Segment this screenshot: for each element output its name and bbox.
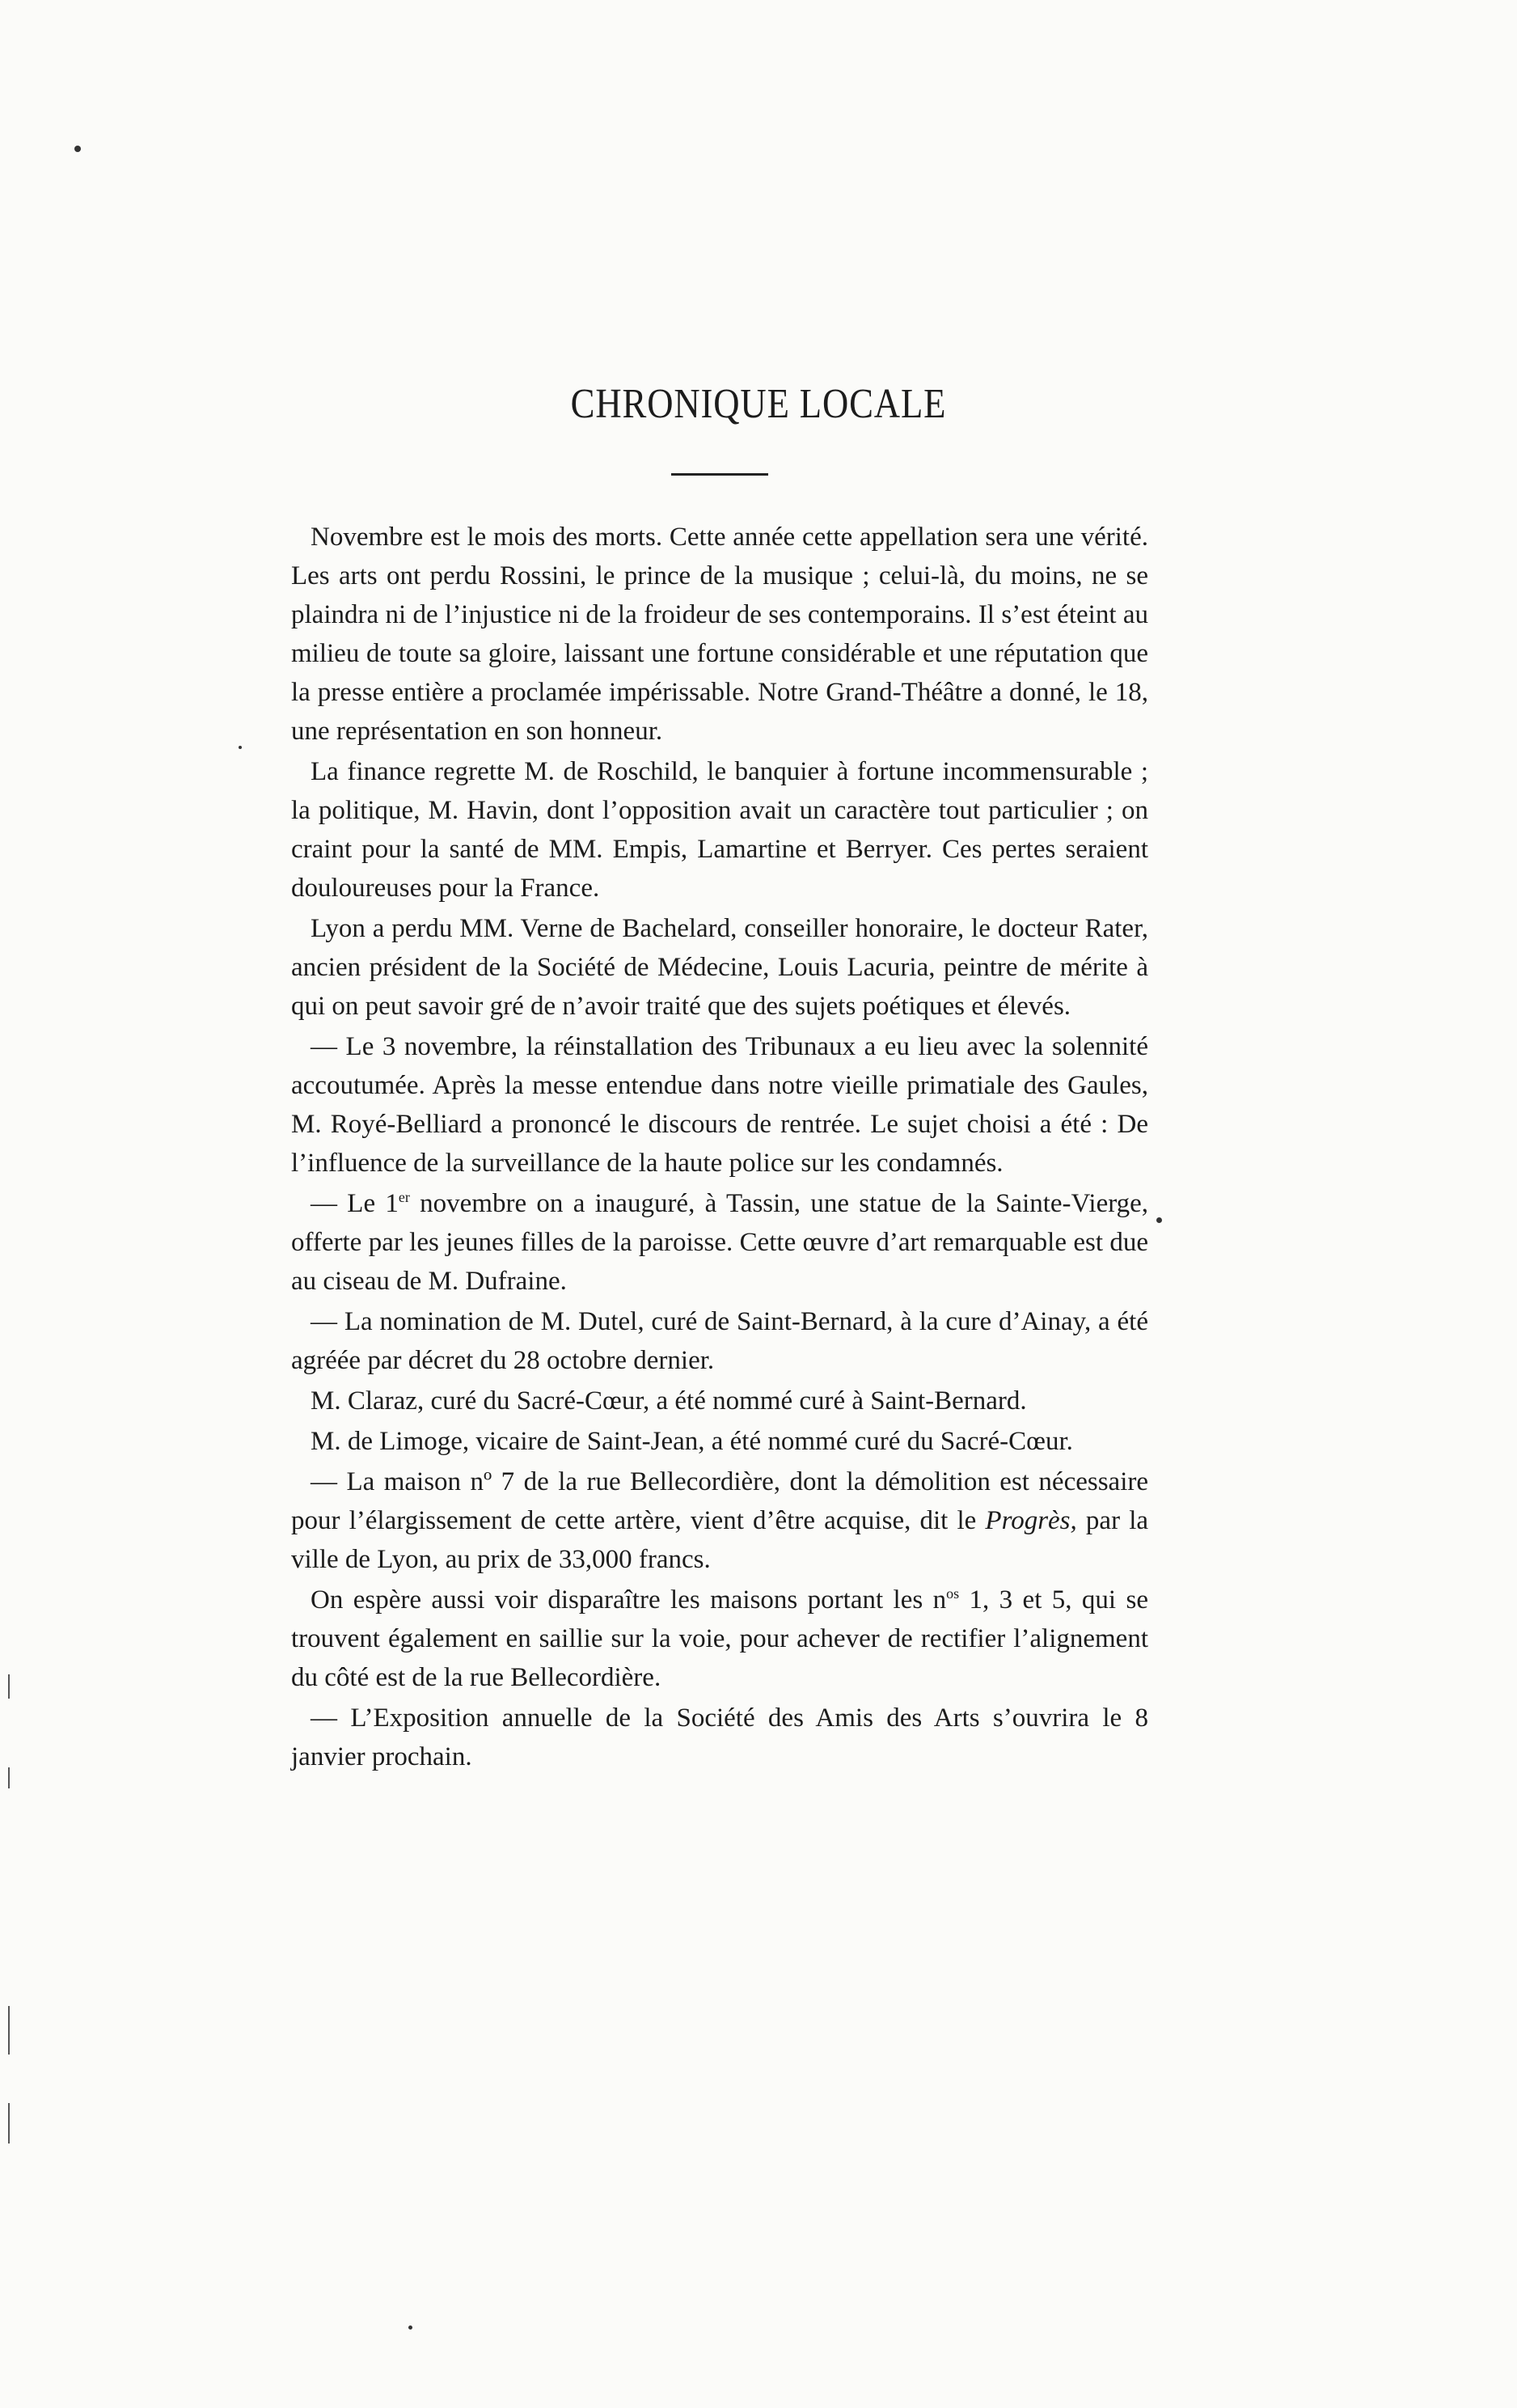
paragraph-4: — Le 3 novembre, la réinstallation des Tribunaux a eu lieu avec la solennité accoutumée. Après la messe entendue dans notre vieille primatiale des Gaules, M. Royé-Belliard a prononcé le discours de rentrée. Le sujet choisi a été : De l’influence de la surveillance de la haute police sur les condamnés. [291, 1032, 1148, 1178]
newspaper-name: Progrès, [985, 1506, 1077, 1535]
binding-edge-mark [8, 1674, 10, 1699]
paragraph-5 [291, 1184, 1148, 1301]
paragraph-10 [291, 1581, 1148, 1697]
paragraph-8: M. de Limoge, vicaire de Saint-Jean, a été nommé curé du Sacré-Cœur. [311, 1427, 1073, 1456]
article-body [291, 518, 1148, 1778]
ink-speck [74, 146, 81, 152]
paragraph-5-rest: novembre on a inauguré, à Tassin, une statue de la Sainte-Vierge, offerte par les jeunes filles de la paroisse. Cette œuvre d’art remarquable est due au ciseau de M. Dufraine. [291, 1189, 1149, 1296]
paragraph-2: La finance regrette M. de Roschild, le banquier à fortune incommensurable ; la politique, M. Havin, dont l’opposition avait un caractère tout particulier ; on craint pour la santé de MM. Empis, Lamartine et Berryer. Ces pertes seraient douloureuses pour la France. [291, 757, 1148, 903]
numero-superscript: os [946, 1585, 960, 1602]
paragraph-9-rest: par la ville de Lyon, au prix de 33,000 francs. [291, 1506, 1149, 1574]
binding-edge-mark [8, 2006, 10, 2055]
ordinal-superscript: er [398, 1189, 410, 1205]
ink-speck [408, 2325, 412, 2330]
paragraph-10-rest: 1, 3 et 5, qui se trouvent également en saillie sur la voie, pour achever de rectifier l’alignement du côté est de la rue Bellecordière. [291, 1585, 1148, 1692]
paragraph-6: — La nomination de M. Dutel, curé de Saint-Bernard, à la cure d’Ainay, a été agréée par décret du 28 octobre dernier. [291, 1307, 1148, 1375]
binding-edge-mark [8, 1767, 10, 1788]
paragraph-7: M. Claraz, curé du Sacré-Cœur, a été nommé curé à Saint-Bernard. [311, 1386, 1027, 1416]
ink-speck [1156, 1217, 1162, 1223]
paragraph-10-start: On espère aussi voir disparaître les maisons portant les n [311, 1585, 947, 1615]
paragraph-5-start: — Le 1 [311, 1189, 399, 1218]
paragraph-9 [291, 1462, 1148, 1579]
title-divider [671, 473, 768, 476]
paragraph-3: Lyon a perdu MM. Verne de Bachelard, conseiller honoraire, le docteur Rater, ancien président de la Société de Médecine, Louis Lacuria, peintre de mérite à qui on peut savoir gré de n’avoir traité que des sujets poétiques et élevés. [291, 914, 1148, 1021]
paragraph-9-start: — La maison nº 7 de la rue Bellecordière, dont la démolition est nécessaire pour l’élargissement de cette artère, vient d’être acquise, dit le [291, 1467, 1148, 1535]
page-title: CHRONIQUE LOCALE [570, 381, 947, 427]
ink-speck [239, 746, 242, 749]
paragraph-11: — L’Exposition annuelle de la Société des Amis des Arts s’ouvrira le 8 janvier prochain. [291, 1703, 1148, 1771]
paragraph-1: Novembre est le mois des morts. Cette année cette appellation sera une vérité. Les arts ont perdu Rossini, le prince de la musique ; celui-là, du moins, ne se plaindra ni de l’injustice ni de la froideur de ses contemporains. Il s’est éteint au milieu de toute sa gloire, laissant une fortune considérable et une réputation que la presse entière a proclamée impérissable. Notre Grand-Théâtre a donné, le 18, une représentation en son honneur. [291, 523, 1148, 746]
binding-edge-mark [8, 2103, 10, 2144]
